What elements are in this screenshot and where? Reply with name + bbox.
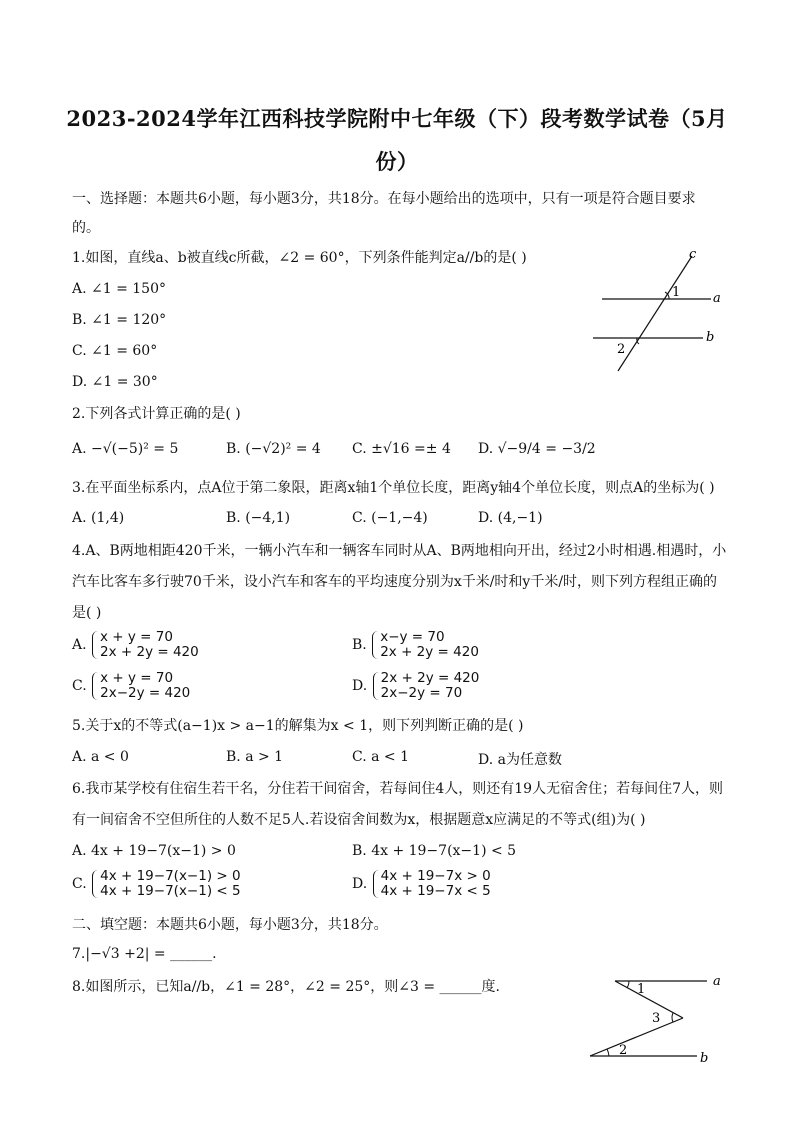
label-angle-2: 2 <box>617 342 626 357</box>
question-1-figure <box>585 246 735 376</box>
label-angle-1: 1 <box>672 285 681 300</box>
equation-line: x + y = 70 <box>100 629 173 645</box>
question-6-option-b: B. 4x + 19−7(x−1) < 5 <box>352 843 517 859</box>
question-3-option-d: D. (4,−1) <box>478 510 543 526</box>
question-2-option-d: D. √−9/4 = −3/2 <box>478 441 596 457</box>
question-3-option-c: C. (−1,−4) <box>352 510 428 526</box>
inequality-system <box>91 869 240 899</box>
equation-system <box>371 630 479 660</box>
question-2-option-c: C. ±√16 =± 4 <box>352 441 451 457</box>
inequality-line: 4x + 19−7(x−1) > 0 <box>100 868 241 884</box>
question-1-stem: 1.如图，直线a、b被直线c所截，∠2 = 60°，下列条件能判定a//b的是( ) <box>72 250 527 266</box>
question-8-stem: 8.如图所示，已知a//b，∠1 = 28°，∠2 = 25°，则∠3 = ______度. <box>72 979 500 995</box>
question-4-option-c <box>72 671 190 701</box>
label-angle-2: 2 <box>619 1043 628 1058</box>
question-1-option-b: B. ∠1 = 120° <box>72 312 167 328</box>
equation-line: 2x−2y = 70 <box>380 685 463 701</box>
question-5-option-d: D. a为任意数 <box>478 752 562 768</box>
transversal-lower <box>590 1018 683 1056</box>
equation-line: x−y = 70 <box>380 629 445 645</box>
question-5-stem: 5.关于x的不等式(a−1)x > a−1的解集为x < 1，则下列判断正确的是( ) <box>72 718 524 734</box>
section-1-heading-continued: 的。 <box>72 220 100 236</box>
label-angle-1: 1 <box>637 982 646 997</box>
option-label: A. <box>72 637 87 653</box>
question-4-option-d <box>352 671 479 701</box>
question-2-option-b: B. (−√2)² = 4 <box>226 441 321 457</box>
equation-line: 2x + 2y = 420 <box>380 670 480 686</box>
equation-system <box>91 671 190 701</box>
question-8-figure <box>585 970 735 1070</box>
option-label: C. <box>72 678 87 694</box>
question-5-option-a: A. a < 0 <box>72 749 129 765</box>
equation-line: x + y = 70 <box>100 670 174 686</box>
question-1-option-d: D. ∠1 = 30° <box>72 374 158 390</box>
equation-system <box>91 630 199 660</box>
question-2-stem: 2.下列各式计算正确的是( ) <box>72 406 241 422</box>
equation-line: 2x + 2y = 420 <box>380 644 479 660</box>
section-1-heading: 一、选择题：本题共6小题，每小题3分，共18分。在每小题给出的选项中，只有一项是符合题目要求 <box>72 191 696 207</box>
question-4-stem-line-2: 汽车比客车多行驶70千米，设小汽车和客车的平均速度分别为x千米/时和y千米/时，则下列方程组正确的 <box>72 574 718 590</box>
option-label: C. <box>72 876 87 892</box>
question-4-option-b <box>352 630 479 660</box>
inequality-line: 4x + 19−7x < 5 <box>380 883 491 899</box>
label-c: c <box>689 247 697 262</box>
page-title-continued: 份） <box>375 149 419 174</box>
option-label: D. <box>352 876 368 892</box>
option-label: D. <box>352 678 368 694</box>
page-title: 2023-2024学年江西科技学院附中七年级（下）段考数学试卷（5月 <box>66 106 728 131</box>
question-6-stem: 6.我市某学校有住宿生若干名，分住若干间宿舍，若每间住4人，则还有19人无宿舍住；若每间住7人，则 <box>72 781 723 797</box>
label-angle-3: 3 <box>652 1011 661 1026</box>
question-3-stem: 3.在平面坐标系内，点A位于第二象限，距离x轴1个单位长度，距离y轴4个单位长度，则点A的坐标为( ) <box>72 480 715 496</box>
question-5-option-c: C. a < 1 <box>352 749 409 765</box>
question-1-option-c: C. ∠1 = 60° <box>72 343 158 359</box>
question-3-option-b: B. (−4,1) <box>226 510 291 526</box>
label-b: b <box>706 330 715 345</box>
question-6-option-c <box>72 869 241 899</box>
label-b: b <box>700 1051 709 1066</box>
inequality-line: 4x + 19−7(x−1) < 5 <box>100 883 241 899</box>
question-6-stem-line-2: 有一间宿舍不空但所住的人数不足5人.若设宿舍间数为x，根据题意x应满足的不等式(组)为( ) <box>72 812 646 828</box>
angle-3-arc <box>672 1013 673 1022</box>
question-6-option-d <box>352 869 491 899</box>
question-4-stem: 4.A、B两地相距420千米，一辆小汽车和一辆客车同时从A、B两地相向开出，经过2小时相遇.相遇时，小 <box>72 543 727 559</box>
equation-system <box>372 671 480 701</box>
question-4-option-a <box>72 630 199 660</box>
equation-line: 2x−2y = 420 <box>100 685 191 701</box>
angle-1-arc <box>627 981 629 988</box>
label-a: a <box>713 974 721 989</box>
question-3-option-a: A. (1,4) <box>72 510 125 526</box>
section-2-heading: 二、填空题：本题共6小题，每小题3分，共18分。 <box>72 917 388 933</box>
question-4-stem-line-3: 是( ) <box>72 605 102 621</box>
line-c <box>618 256 692 371</box>
question-2-option-a: A. −√(−5)² = 5 <box>72 441 179 457</box>
inequality-system <box>372 869 491 899</box>
equation-line: 2x + 2y = 420 <box>100 644 199 660</box>
option-label: B. <box>352 637 367 653</box>
inequality-line: 4x + 19−7x > 0 <box>380 868 491 884</box>
transversal-upper <box>615 981 683 1018</box>
angle-2-arc <box>607 1049 609 1056</box>
question-7-stem: 7.|−√3 +2| = ______. <box>72 946 217 962</box>
label-a: a <box>713 291 721 306</box>
question-5-option-b: B. a > 1 <box>226 749 284 765</box>
question-1-option-a: A. ∠1 = 150° <box>72 281 167 297</box>
question-6-option-a: A. 4x + 19−7(x−1) > 0 <box>72 843 236 859</box>
